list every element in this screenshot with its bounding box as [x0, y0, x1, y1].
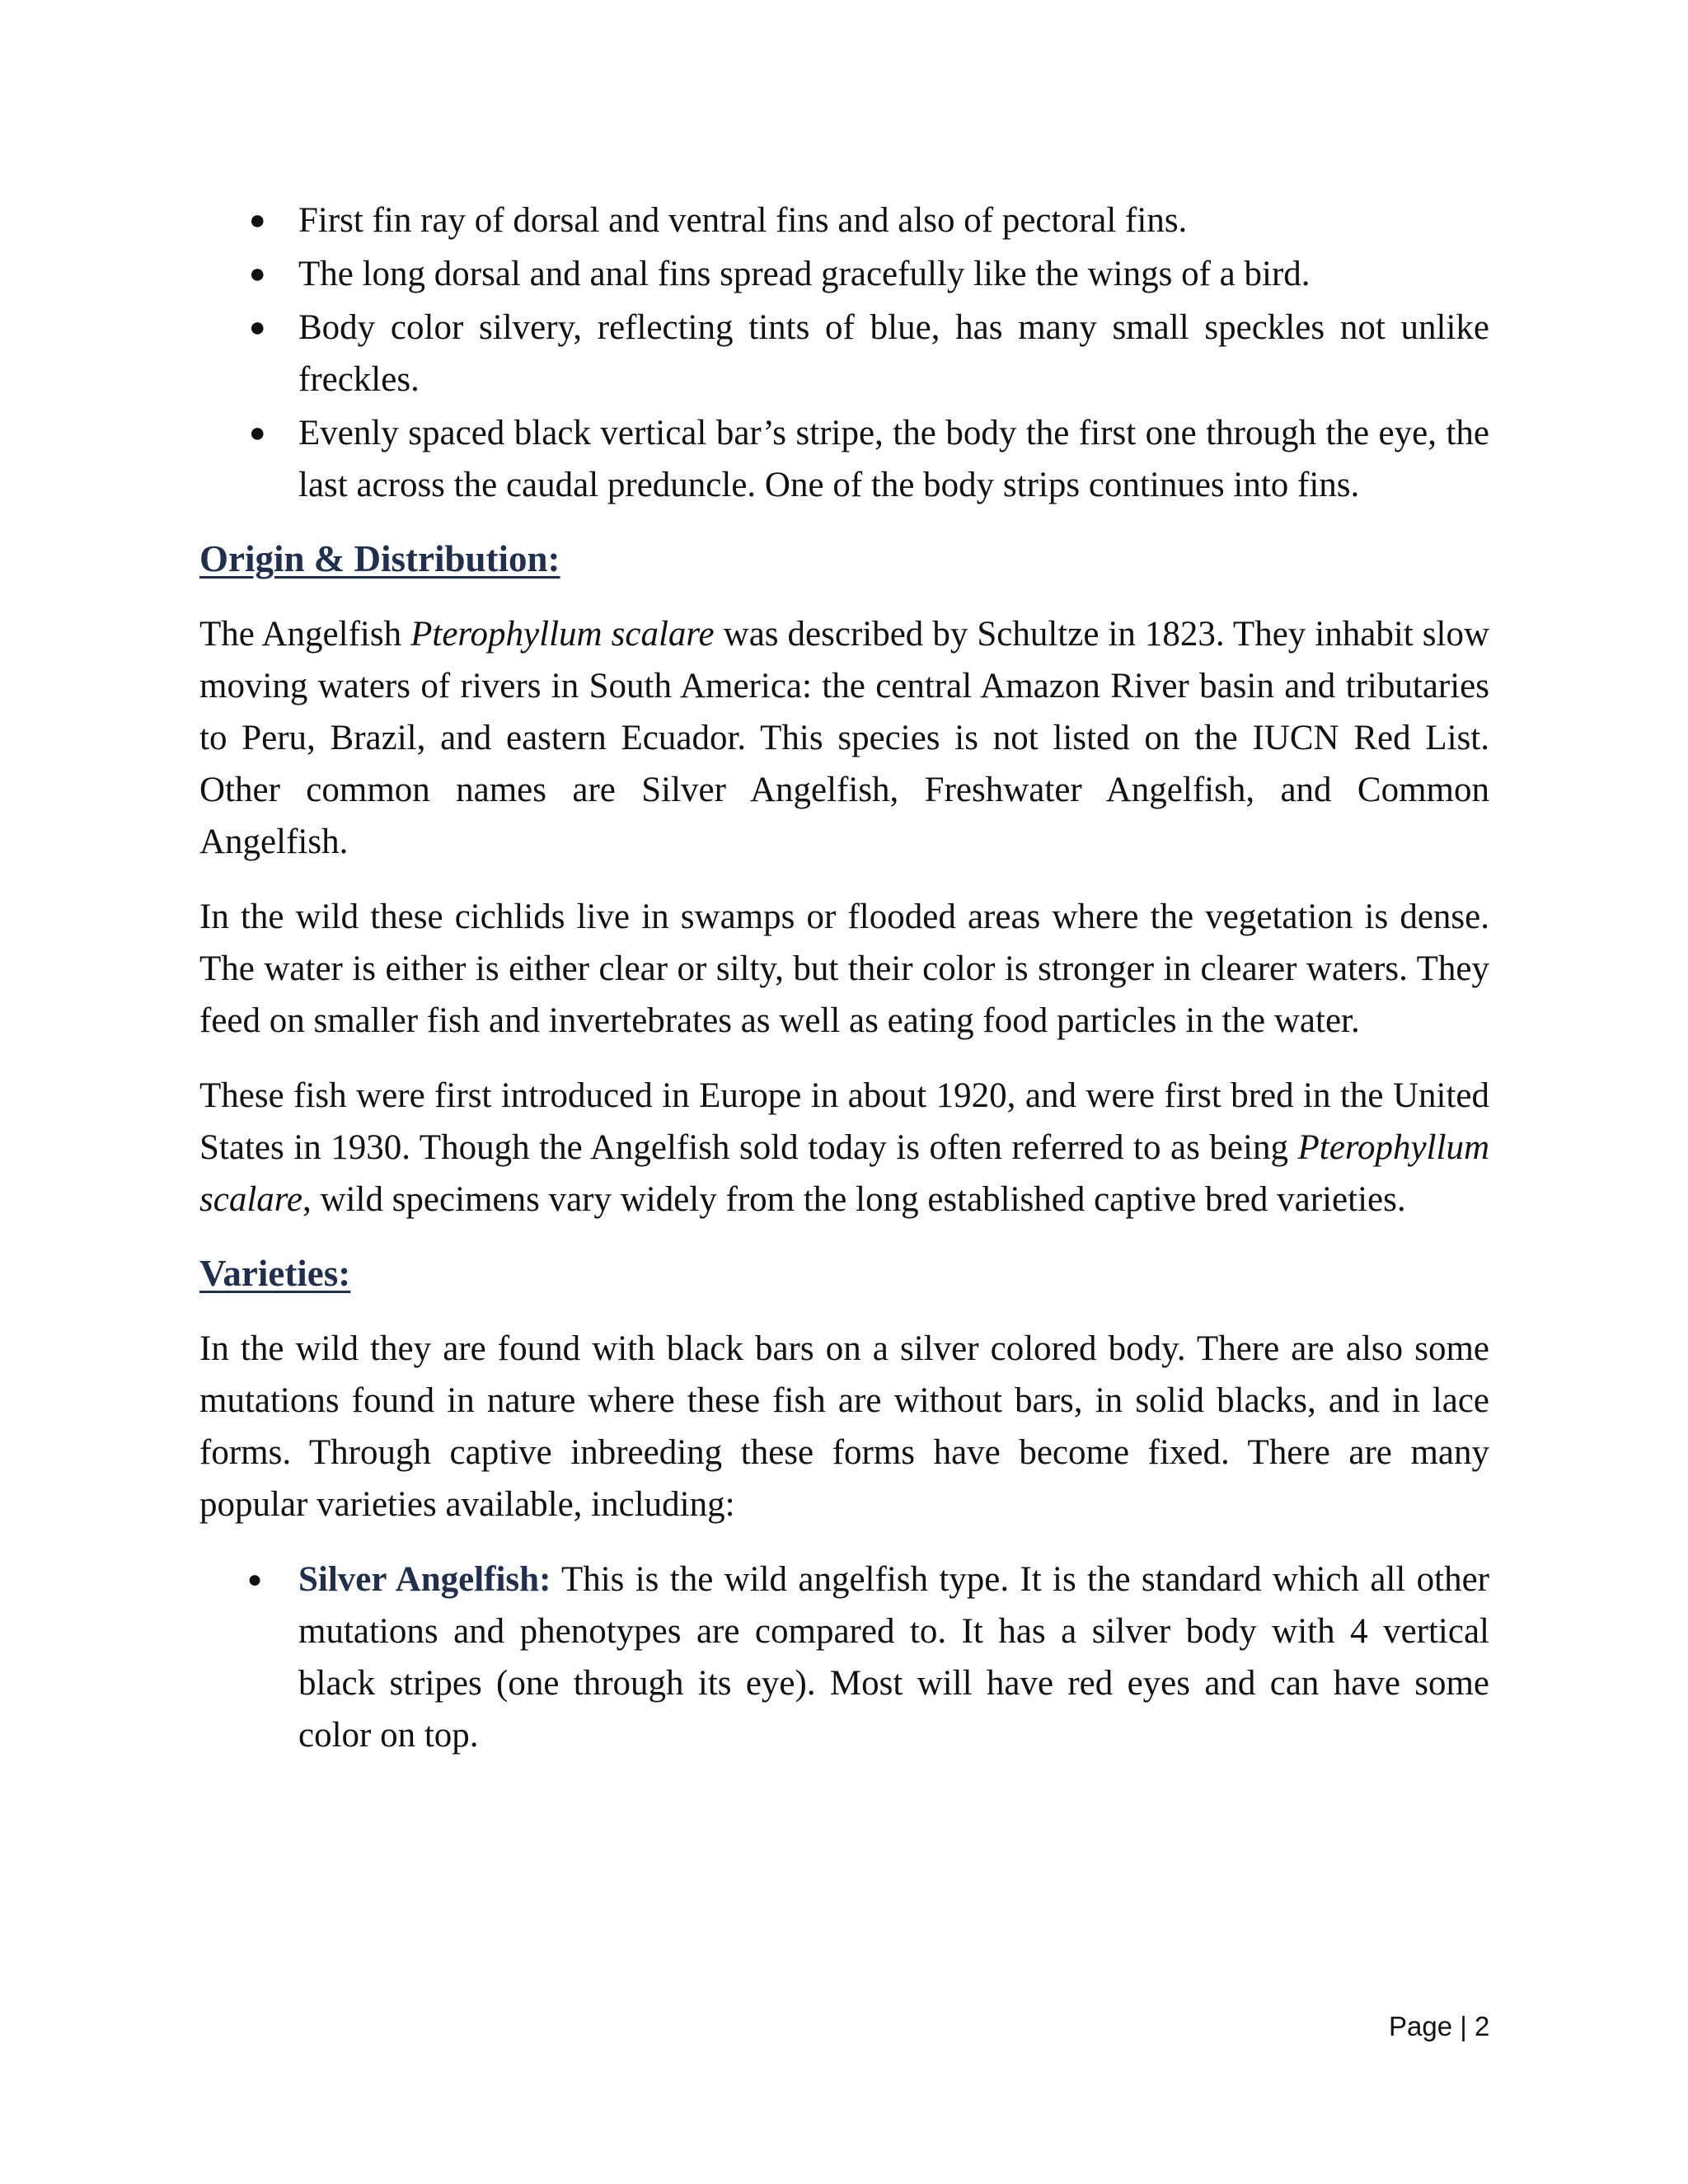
- origin-paragraph-2: In the wild these cichlids live in swamps or flooded areas where the vegetation is dense. The water is either is either clear or silty, but their color is stronger in clearer waters. They feed on smaller fish and invertebrates as well as eating food particles in the water.: [199, 898, 1489, 1040]
- list-item: ● First fin ray of dorsal and ventral fins and also of pectoral fins.: [199, 194, 1489, 246]
- origin-paragraph-3: These fish were first introduced in Europe in about 1920, and were first bred in the United States in 1930. Though the Angelfish sold today is often referred to as being Pterophyllum scalare, wild specimens vary widely from the long established captive bred varieties.: [199, 1076, 1489, 1219]
- species-name: Pterophyllum scalare: [410, 615, 715, 654]
- fin-features-list: [199, 194, 1489, 511]
- varieties-list: [199, 1554, 1489, 1761]
- varieties-intro: In the wild they are found with black bars on a silver colored body. There are also some mutations found in nature where these fish are without bars, in solid blacks, and in lace forms. Through captive inbreeding these forms have become fixed. There are many popular varieties available, including:: [199, 1329, 1489, 1524]
- varieties-heading: Varieties:: [199, 1253, 351, 1294]
- bullet-icon: ●: [249, 312, 266, 343]
- origin-distribution-heading: Origin & Distribution:: [199, 538, 560, 579]
- bullet-icon: ●: [249, 259, 266, 289]
- species-name: Pterophyllum scalare: [199, 1128, 1489, 1219]
- origin-paragraph-1: The Angelfish Pterophyllum scalare was described by Schultze in 1823. They inhabit slow moving waters of rivers in South America: the central Amazon River basin and tributaries to Peru, Brazil, and eastern Ecuador. This species is not listed on the IUCN Red List. Other common names are Silver Angelfish, Freshwater Angelfish, and Common Angelfish.: [199, 615, 1489, 861]
- document-body: [199, 194, 1489, 1784]
- page-number: Page | 2: [1389, 2011, 1490, 2041]
- bullet-icon: ●: [249, 205, 266, 236]
- bullet-icon: ●: [247, 1566, 263, 1593]
- variety-term: Silver Angelfish:: [298, 1560, 551, 1599]
- list-item: ● Evenly spaced black vertical bar’s stripe, the body the first one through the eye, the last across the caudal preduncle. One of the body strips continues into fins.: [199, 407, 1489, 511]
- list-item: ● Body color silvery, reflecting tints of blue, has many small speckles not unlike freckles.: [199, 302, 1489, 405]
- list-item: ● The long dorsal and anal fins spread gracefully like the wings of a bird.: [199, 248, 1489, 300]
- bullet-icon: ●: [249, 418, 266, 448]
- list-item: ● Silver Angelfish: This is the wild angelfish type. It is the standard which all other mutations and phenotypes are compared to. It has a silver body with 4 vertical black stripes (one through its eye). Most will have red eyes and can have some color on top.: [199, 1554, 1489, 1761]
